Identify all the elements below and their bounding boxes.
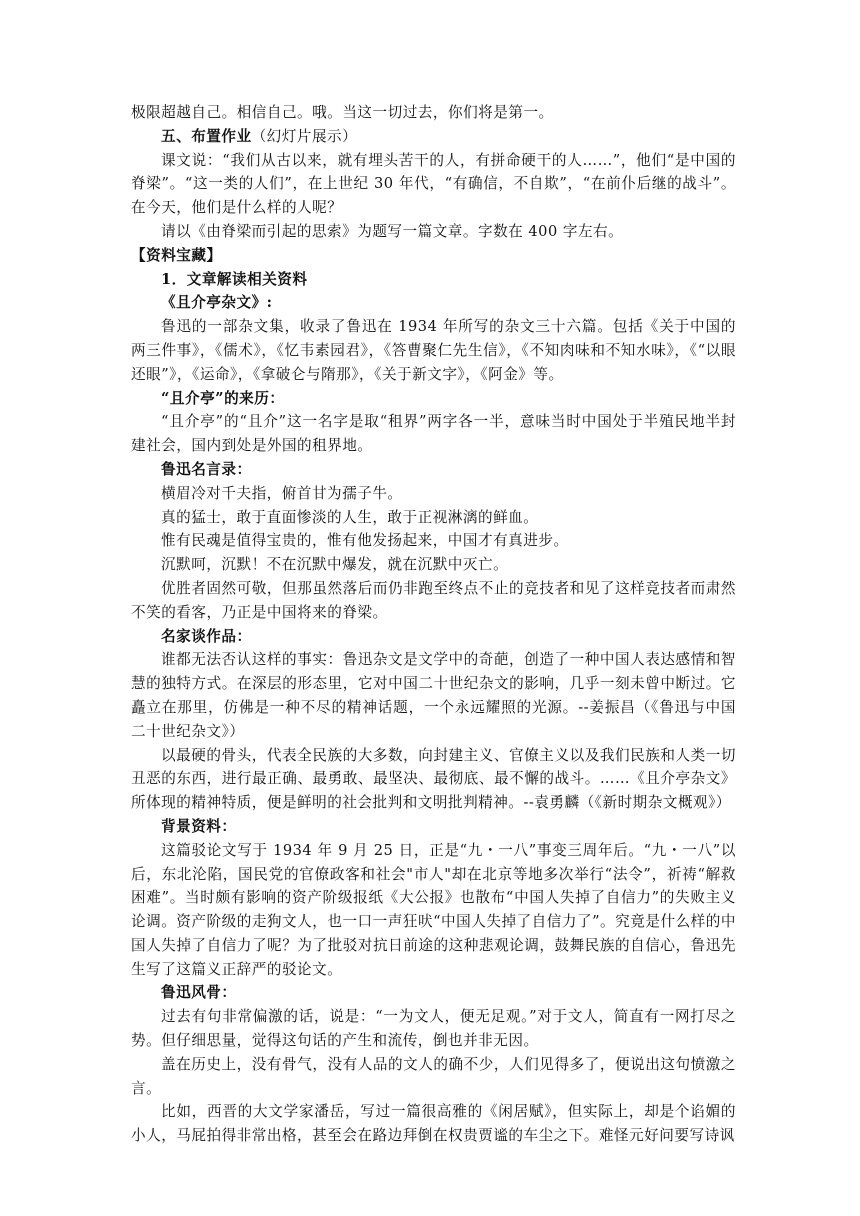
quote-line: 真的猛士，敢于直面惨淡的人生，敢于正视淋漓的鲜血。 [161, 508, 539, 526]
subheading-qiejieting: 《且介亭杂文》: [161, 294, 273, 312]
homework-heading [131, 125, 736, 149]
document-body [131, 101, 736, 1148]
subheading-critics: 名家谈作品： [161, 627, 252, 645]
quote-line: 惟有民魂是值得宝贵的，惟有他发扬起来，中国才有真进步。 [161, 532, 569, 550]
subheading-background: 背景资料： [161, 817, 237, 835]
treasure-heading: 【资料宝藏】 [131, 246, 222, 264]
paragraph: 以最硬的骨头，代表全民族的大多数，向封建主义、官僚主义以及我们民族和人类一切丑恶的东西，进行最正确、最勇敢、最坚决、最彻底、最不懈的战斗。……《且介亭杂文》所体现的精神特质，便是鲜明的社会批判和文明批判精神。--袁勇麟（《新时期杂文概观》） [131, 746, 736, 812]
subheading-quotes: 鲁迅名言录： [161, 460, 252, 478]
quote-line: 横眉冷对千夫指，俯首甘为孺子牛。 [161, 484, 403, 502]
paragraph: 比如，西晋的大文学家潘岳，写过一篇很高雅的《闲居赋》，但实际上，却是个谄媚的小人，马屁拍得非常出格，甚至会在路边拜倒在权贵贾谧的车尘之下。难怪元好问要写诗讽 [131, 1103, 736, 1145]
homework-note: （幻灯片展示） [251, 127, 358, 145]
subheading-character: 鲁迅风骨： [161, 984, 237, 1002]
paragraph: 过去有句非常偏激的话，说是：“一为文人，便无足观。”对于文人，简直有一网打尽之势。但仔细思量，觉得这句话的产生和流传，倒也并非无因。 [131, 1008, 736, 1050]
subheading-origin: “且介亭”的来历： [161, 389, 285, 407]
section-heading: 1．文章解读相关资料 [161, 270, 308, 288]
paragraph: 课文说：“我们从古以来，就有埋头苦干的人，有拼命硬干的人……”，他们“是中国的脊梁”。“这一类的人们”，在上世纪 30 年代，“有确信，不自欺”，“在前仆后继的战斗”。在今天，他们是什么样的人呢？ [131, 151, 736, 217]
paragraph: 请以《由脊梁而引起的思索》为题写一篇文章。字数在 400 字左右。 [161, 222, 624, 240]
homework-title: 五、布置作业 [161, 127, 252, 145]
quote-line: 优胜者固然可敬，但那虽然落后而仍非跑至终点不止的竞技者和见了这样竞技者而肃然不笑的看客，乃正是中国将来的脊梁。 [131, 579, 736, 621]
paragraph: 极限超越自己。相信自己。哦。当这一切过去，你们将是第一。 [131, 104, 554, 121]
paragraph: 盖在历史上，没有骨气，没有人品的文人的确不少，人们见得多了，便说出这句愤激之言。 [131, 1055, 736, 1097]
paragraph: 鲁迅的一部杂文集，收录了鲁迅在 1934 年所写的杂文三十六篇。包括《关于中国的两三件事》，《儒术》，《忆韦素园君》，《答曹聚仁先生信》，《不知肉味和不知水味》，《“以眼还眼”》，《运命》，《拿破仑与隋那》，《关于新文字》，《阿金》等。 [131, 318, 736, 383]
paragraph: “且介亭”的“且介”这一名字是取“租界”两字各一半，意味当时中国处于半殖民地半封建社会，国内到处是外国的租界地。 [131, 413, 736, 455]
paragraph: 这篇驳论文写于 1934 年 9 月 25 日，正是“九・一八”事变三周年后。“九・一八”以后，东北沦陷，国民党的官僚政客和社会"市人"却在北京等地多次举行“法令”，祈祷“解救困难”。当时颇有影响的资产阶级报纸《大公报》也散布“中国人失掉了自信力”的失败主义论调。资产阶级的走狗文人，也一口一声狂吠“中国人失掉了自信力了”。究竟是什么样的中国人失掉了自信力了呢？为了批驳对抗日前途的这种悲观论调，鼓舞民族的自信心，鲁迅先生写了这篇义正辞严的驳论文。 [131, 841, 736, 978]
quote-line: 沉默呵，沉默！不在沉默中爆发，就在沉默中灭亡。 [161, 556, 509, 574]
paragraph: 谁都无法否认这样的事实：鲁迅杂文是文学中的奇葩，创造了一种中国人表达感情和智慧的独特方式。在深层的形态里，它对中国二十世纪杂文的影响，几乎一刻未曾中断过。它矗立在那里，仿佛是一种不尽的精神话题，一个永远耀照的光源。--姜振昌（《鲁迅与中国二十世纪杂文》） [131, 651, 736, 740]
